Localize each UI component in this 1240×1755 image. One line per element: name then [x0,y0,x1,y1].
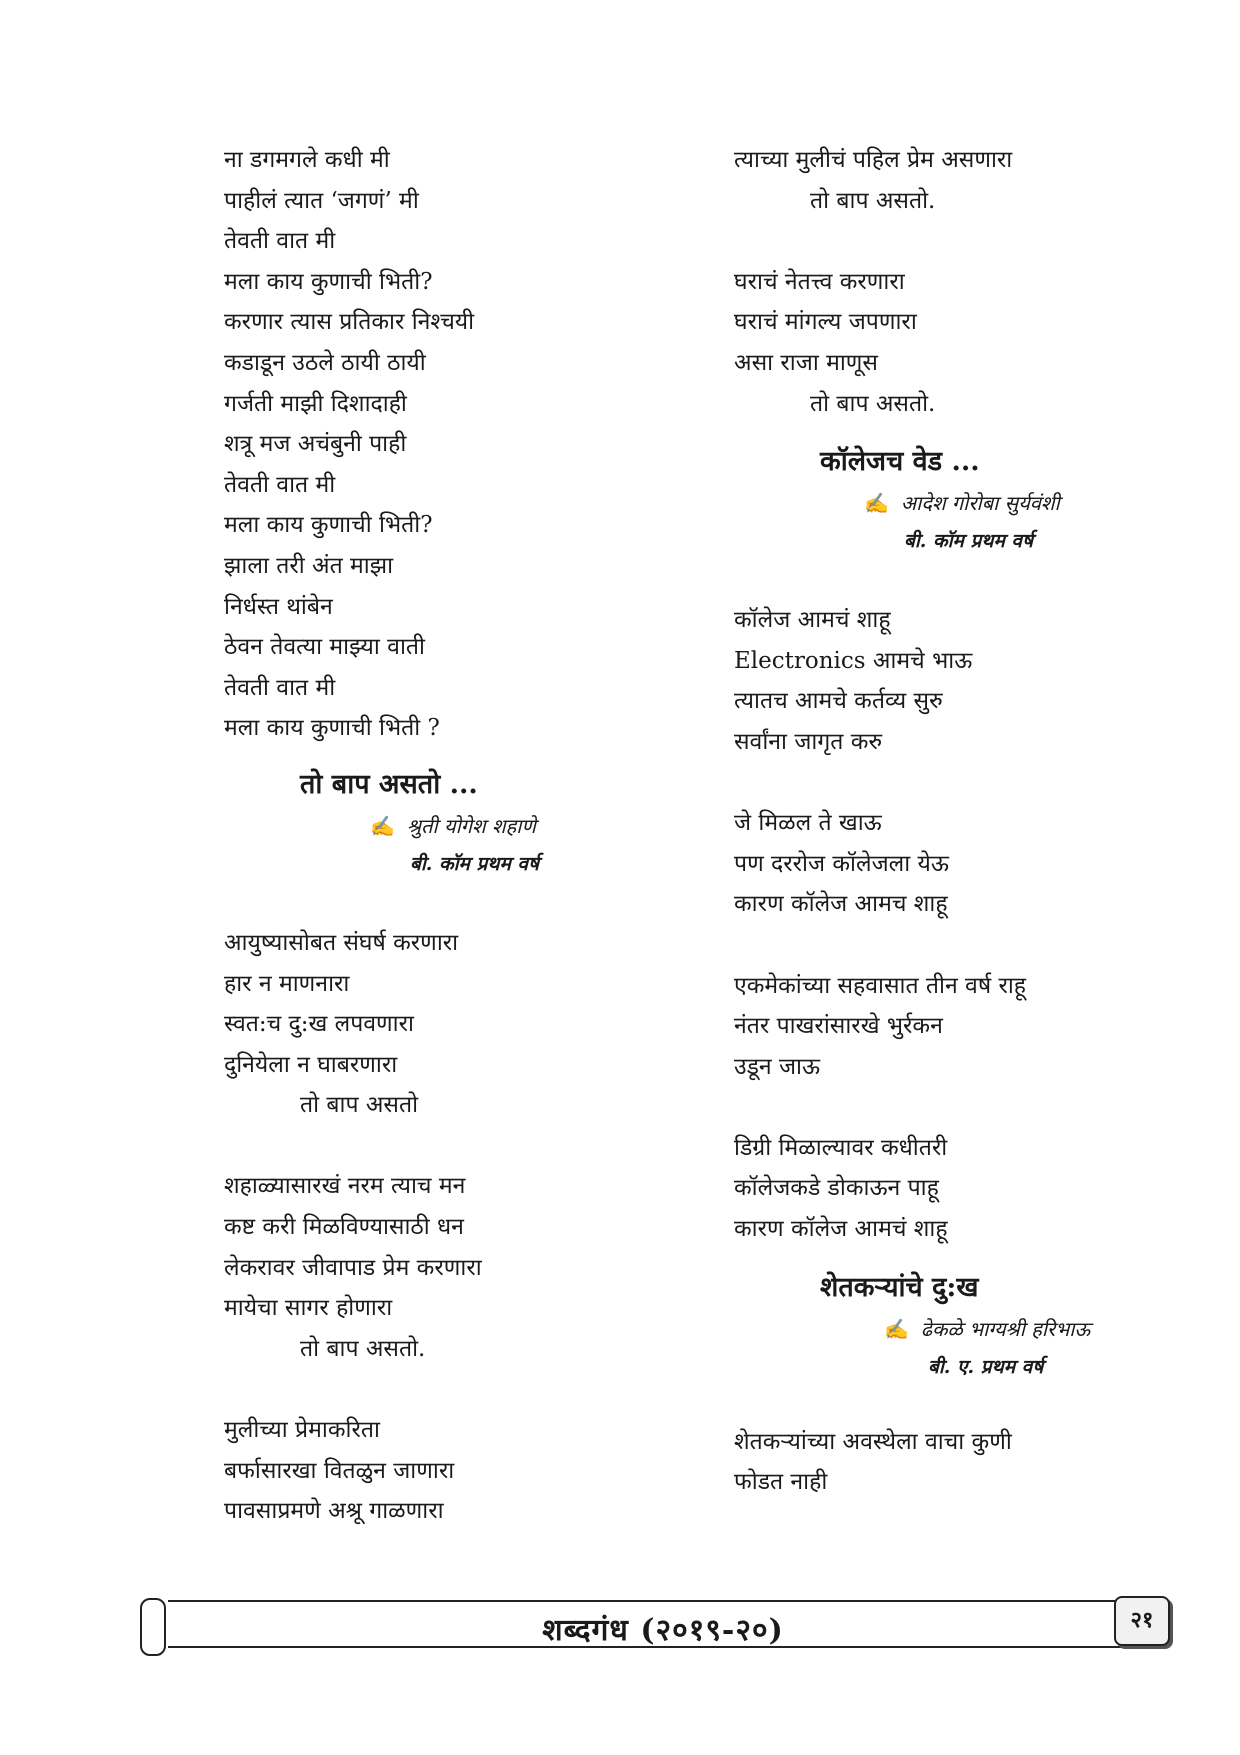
poem-author [734,1310,1174,1348]
poem-refrain: तो बाप असतो. [810,187,936,214]
poem-line: कारण कॉलेज आमच शाहू [734,891,948,918]
poem-line: डिग्री मिळाल्यावर कधीतरी [734,1134,948,1161]
poem-line: आयुष्यासोबत संघर्ष करणारा [224,929,459,956]
poem-refrain: तो बाप असतो. [810,390,936,417]
poem-line: ठेवन तेवत्या माझ्या वाती [224,634,425,661]
poem-line: निर्धस्त थांबेन [224,593,333,620]
poem-line: असा राजा माणूस [734,349,878,376]
poem-line: पण दररोज कॉलेजला येऊ [734,850,949,877]
poem-line: नंतर पाखरांसारखे भुर्रकन [734,1013,943,1040]
poem-line: कडाडून उठले ठायी ठायी [224,349,426,376]
poem-refrain: तो बाप असतो [300,1092,419,1119]
poem-line: जे मिळल ते खाऊ [734,810,882,837]
poem-line: करणार त्यास प्रतिकार निश्चयी [224,309,475,336]
poem-line: तेवती वात मी [224,471,336,498]
poem-line: कष्ट करी मिळविण्यासाठी धन [224,1214,464,1241]
poem-line: घराचं मांगल्य जपणारा [734,309,917,336]
footer-banner [140,1592,1170,1652]
poem-line: शत्रू मज अचंबुनी पाही [224,431,407,458]
poem-line: दुनियेला न घाबरणारा [224,1051,398,1078]
poem-line: बर्फासारखा वितळुन जाणारा [224,1457,455,1484]
poem-line: तेवती वात मी [224,674,336,701]
poem-line: त्याच्या मुलीचं पहिल प्रेम असणारा [734,147,1013,173]
quill-pen-icon: ✍ [864,491,889,516]
poem-line: उडून जाऊ [734,1053,821,1080]
poem-title: कॉलेजच वेड ... [820,446,980,478]
poem-line: कॉलेजकडे डोकाऊन पाहू [734,1175,939,1202]
scroll-end-decoration [140,1598,166,1656]
poem1-continued [224,140,644,749]
poem-line: पावसाप्रमणे अश्रू गाळणारा [224,1498,444,1525]
quill-pen-icon: ✍ [370,813,395,838]
poem-line: मुलीच्या प्रेमाकरिता [224,1417,380,1444]
author-name: श्रुती योगेश शहाणे [406,813,536,838]
poem-author [734,484,1174,522]
footer-bar [168,1600,1158,1648]
poem-line: लेकरावर जीवापाड प्रेम करणारा [224,1254,482,1281]
author-name: आदेश गोरोबा सुर्यवंशी [900,491,1060,516]
poem-line: स्वत:च दु:ख लपवणारा [224,1011,414,1038]
poem-refrain: तो बाप असतो. [300,1335,426,1362]
page-number: २१ [1114,1596,1170,1646]
poem-line: Electronics आमचे भाऊ [734,647,973,674]
poem-line: शहाळ्यासारखं नरम त्याच मन [224,1173,466,1200]
poem-line: फोडत नाही [734,1469,828,1496]
poem-course: बी. कॉम प्रथम वर्ष [904,530,1033,553]
poem-line: कॉलेज आमचं शाहू [734,607,891,634]
poem-title: शेतकऱ्यांचे दु:ख [820,1271,979,1303]
poem-course: बी. ए. प्रथम वर्ष [928,1355,1044,1378]
author-name: ढेकळे भाग्यश्री हरिभाऊ [920,1316,1091,1341]
poem-line: एकमेकांच्या सहवासात तीन वर्ष राहू [734,972,1027,999]
poem-line: मला काय कुणाची भिती ? [224,715,440,742]
quill-pen-icon: ✍ [884,1316,909,1341]
poem-line: शेतकऱ्यांच्या अवस्थेला वाचा कुणी [734,1428,1012,1455]
poem-line: झाला तरी अंत माझा [224,552,394,579]
poem-line: मायेचा सागर होणारा [224,1295,393,1322]
poem-course: बी. कॉम प्रथम वर्ष [410,852,539,875]
poem-line: मला काय कुणाची भिती? [224,512,433,539]
poem-author [224,807,644,845]
poem-line: तेवती वात मी [224,228,336,255]
poem-line: सर्वांना जागृत करु [734,728,883,755]
poem-title: तो बाप असतो ... [300,768,478,800]
left-column [224,140,644,1532]
poem-line: कारण कॉलेज आमचं शाहू [734,1216,948,1243]
poem-line: पाहीलं त्यात ‘जगणं’ मी [224,187,419,214]
publication-title: शब्दगंध (२०१९-२०) [542,1613,784,1648]
poem-line: हार न माणनारा [224,970,350,997]
poem-line: मला काय कुणाची भिती? [224,268,433,295]
poem-line: घराचं नेतत्त्व करणारा [734,268,905,295]
poem-line: गर्जती माझी दिशादाही [224,390,407,417]
right-column [734,140,1174,1503]
poem-line: ना डगमगले कधी मी [224,147,390,173]
poem-line: त्यातच आमचे कर्तव्य सुरु [734,688,943,715]
